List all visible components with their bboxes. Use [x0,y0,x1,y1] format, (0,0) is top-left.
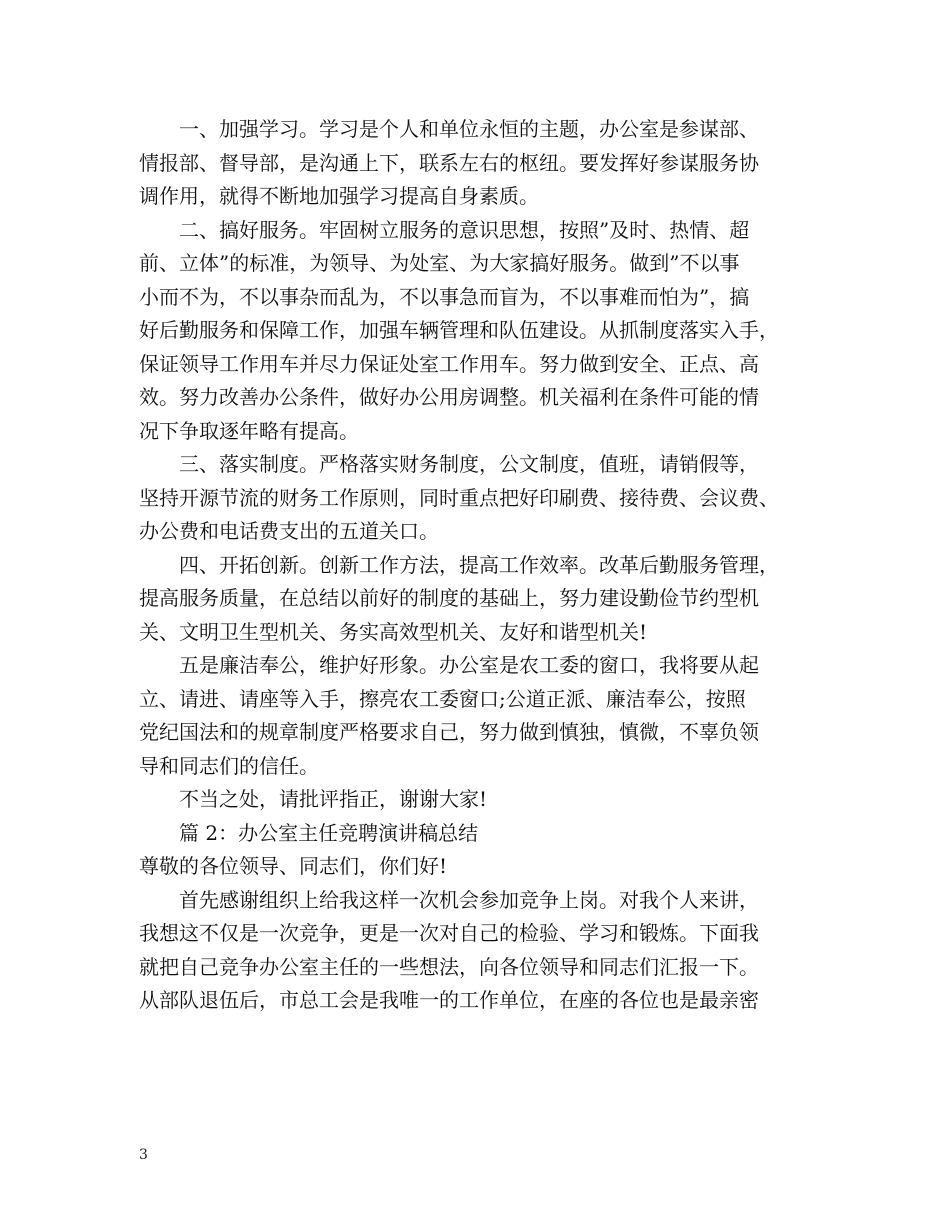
text-line: 不当之处，请批评指正，谢谢大家! [139,787,488,811]
text-line: 首先感谢组织上给我这样一次机会参加竞争上岗。对我个人来讲， [139,887,759,912]
text-line: 前、立体”的标准，为领导、为处室、为大家搞好服务。做到”不以事 [139,251,740,275]
text-line: 篇 2：办公室主任竞聘演讲稿总结 [139,820,479,845]
text-line: 三、落实制度。严格落实财务制度，公文制度，值班，请销假等， [139,452,759,476]
paragraph-integrity [139,649,819,783]
text-line: 坚持开源节流的财务工作原则，同时重点把好印刷费、接待费、会议费、 [139,485,779,510]
page-number: 3 [139,1147,148,1163]
paragraph-good-service [139,214,819,449]
text-line: 就把自己竞争办公室主任的一些想法，向各位领导和同志们汇报一下。 [139,954,759,979]
text-line: 好后勤服务和保障工作，加强车辆管理和队伍建设。从抓制度落实入手， [139,318,779,342]
text-line: 导和同志们的信任。 [139,753,319,778]
paragraph-closing [139,783,819,817]
paragraph-opening [139,884,819,1018]
paragraph-innovation [139,549,819,650]
text-line: 办公费和电话费支出的五道关口。 [139,519,439,543]
text-line: 四、开拓创新。创新工作方法，提高工作效率。改革后勤服务管理， [139,552,779,577]
text-line: 尊敬的各位领导、同志们，你们好! [139,854,448,878]
paragraph-section-title [139,817,819,851]
text-line: 二、搞好服务。牢固树立服务的意识思想，按照”及时、热情、超 [139,217,750,242]
text-line: 调作用，就得不断地加强学习提高自身素质。 [139,184,539,208]
text-line: 情报部、督导部，是沟通上下，联系左右的枢纽。要发挥好参谋服务协 [139,150,759,175]
paragraph-salutation [139,850,819,884]
text-line: 我想这不仅是一次竞争，更是一次对自己的检验、学习和锻炼。下面我 [139,921,759,945]
paragraph-strengthen-study [139,113,819,214]
text-line: 提高服务质量，在总结以前好的制度的基础上，努力建设勤俭节约型机 [139,586,759,610]
text-line: 从部队退伍后，市总工会是我唯一的工作单位，在座的各位也是最亲密 [139,988,759,1012]
text-line: 况下争取逐年略有提高。 [139,418,359,443]
text-line: 一、加强学习。学习是个人和单位永恒的主题，办公室是参谋部、 [139,117,759,141]
text-line: 党纪国法和的规章制度严格要求自己，努力做到慎独，慎微，不辜负领 [139,720,759,744]
text-line: 五是廉洁奉公，维护好形象。办公室是农工委的窗口，我将要从起 [139,653,759,677]
text-line: 小而不为，不以事杂而乱为，不以事急而盲为，不以事难而怕为”，搞 [139,284,750,309]
text-line: 效。努力改善办公条件，做好办公用房调整。机关福利在条件可能的情 [139,385,759,409]
text-line: 保证领导工作用车并尽力保证处室工作用车。努力做到安全、正点、高 [139,351,759,376]
document-body [139,113,819,1018]
text-line: 立、请进、请座等入手，擦亮农工委窗口;公道正派、廉洁奉公，按照 [139,686,746,711]
text-line: 关、文明卫生型机关、务实高效型机关、友好和谐型机关! [139,619,648,644]
paragraph-implement-system [139,448,819,549]
